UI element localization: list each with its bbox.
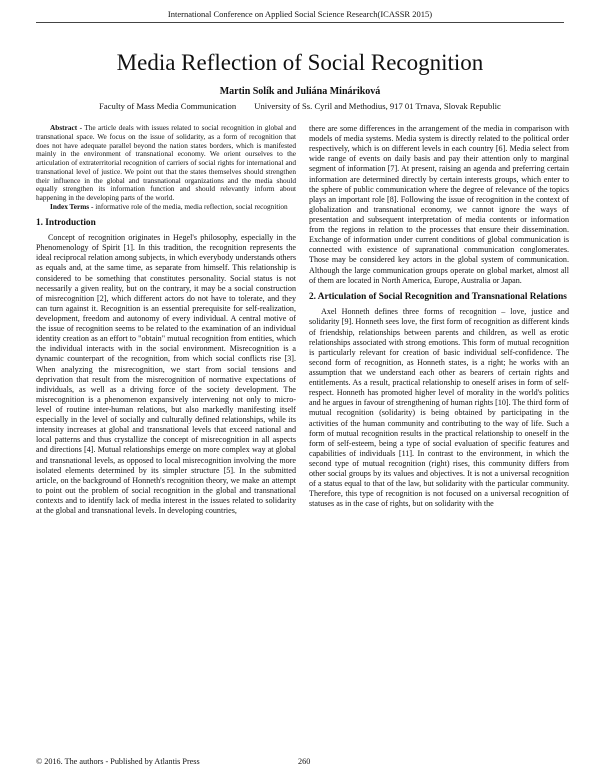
- section-1-heading: 1. Introduction: [36, 217, 96, 228]
- affiliation-university: University of Ss. Cyril and Methodius, 917 01 Trnava, Slovak Republic: [254, 101, 501, 111]
- index-terms-text: informative role of the media, media reflection, social recognition: [93, 201, 288, 211]
- header-divider: [36, 22, 564, 23]
- section-2-heading: 2. Articulation of Social Recognition and Transnational Relations: [309, 291, 567, 302]
- abstract: [36, 124, 296, 203]
- left-column: [36, 124, 296, 516]
- paper-affiliations: [0, 101, 600, 111]
- abstract-label: Abstract -: [50, 123, 82, 132]
- conference-header: International Conference on Applied Social Science Research(ICASSR 2015): [167, 9, 433, 19]
- copyright-notice: © 2016. The authors - Published by Atlantis Press: [36, 757, 200, 766]
- section-1-paragraph: Concept of recognition originates in Hegel's philosophy, especially in the Phenomenology of Spirit [1]. In this tradition, the recognition represents the ideal reciprocal relation among subjects, in which everybody understands others as equals and, at the same time, as separate from himself. This relationship is considered to be something that constitutes personality. Social status is not necessarily a given reality, but on the contrary, it may be a social construction of misrecognition [2], which different actors do not have to tolerate, and they can turn against it. Recognition is an essential prerequisite for self-realization, development, freedom and autonomy of every individual. A central motive of the issue of recognition seems to be related to the examination of an individual identity creation as an effort to "obtain" mutual recognition from entities, which the individual interacts with in the social environment. Misrecognition is a dynamic counterpart of the recognition, from which social conflicts rise [3]. When analyzing the misrecognition, we start from social tensions and deprivation that result from the misrecognition of normative expectations of individuals, as well as a driving force of the society development. The misrecognition is a phenomenon expansively intervening not only to micro-level of routine inter-human relations, but also markedly manifesting itself especially in the level of socially and culturally defined relationships, while its intensity increases at global and transnational levels that exceed national and local patterns and thus crystallize the concept of misrecognition in all aspects and directions [4]. Mutual relationships emerge on more complex way at global and transnational levels, as opposed to local misrecognition involving the more isolated elements determined by its simpler structure [5]. In the submitted article, on the background of Honneth's recognition theory, we make an attempt to point out the problem of social recognition in the global and transnational contexts and to identify lack of media interest in the issues related to solidarity at the global and transnational levels. In developing countries,: [36, 233, 296, 516]
- section-2-paragraph: Axel Honneth defines three forms of recognition – love, justice and solidarity [9]. Honneth sees love, the first form of recognition as different kinds of friendship, relationships between parents and children, as well as erotic relationships associated with strong emotions. This form of mutual recognition is particularly relevant for creation of basic individual self-confidence. The second form of recognition, as Honneth states, is a right; he works with an assumption that we understand each other as bearers of certain rights and entitlements. As a result, practical relationship to oneself arises in form of self-respect. Honneth has promoted higher level of morality in the world's politics and he argues in favour of strengthening of human rights [10]. The third form of mutual recognition (solidarity) is being obtained by participating in the activities of the human community and contributing to the way of life. Such a form of mutual recognition results in the practical relationship to oneself in the form of self-esteem, being a type of social evaluation of specific features and capabilities of individuals [11]. In contrast to the environment, in which the second type of mutual recognition (right) rises, this community differs from other social groups by its values and objectives. It is not a universal recognition of a status equal to that of the law, but solidarity with the particular community. Therefore, this type of recognition is not focused on a universal recognition of statuses as in the case of rights, but on solidarity with the: [309, 307, 569, 509]
- paper-authors: Martin Solík and Juliána Mináriková: [219, 86, 381, 97]
- affiliation-faculty: Faculty of Mass Media Communication: [99, 101, 237, 111]
- index-terms-label: Index Terms -: [50, 201, 94, 211]
- abstract-text: The article deals with issues related to social recognition in global and transnational space. We focus on the issue of solidarity, as a form of recognition that does not have adequate parallel beyond the nation states borders, which is manifested mainly in the environment of transnational economy. We orient ourselves to the articulation of extraterritorial recognition of carriers of social rights for international and transnational level of justice. We point out that the states themselves should strengthen their influence in the global and transnational organizations and the media should equally strengthen its information function and should relevantly inform about happening in the developing parts of the world.: [36, 123, 296, 202]
- index-terms: [36, 203, 296, 212]
- page-number: 260: [298, 757, 311, 766]
- section-1-paragraph-continued: there are some differences in the arrangement of the media in comparison with models of media systems. Media system is directly related to the political order respectively, which is on different levels in each country [6]. Media select from wide range of events on daily basis and pay their attention only to marginal segment of information [7]. At present, raising an agenda and preferring certain information are determined directly by certain interests groups, which enter to the sphere of public communication where the degree of relevance of the topics plays an important role [8]. Following the issue of recognition in the context of globalization and transnational economy, we cannot ignore the ways of presentation and subsequent interpretation of media contents or information from the regions in relation to the processes that ensure their dissemination. Exchange of information under current conditions of global communication is connected with existence of supranational communication conglomerates. Those may be considered key actors in the global system of communication. Although the large communication groups operate on global market, almost all of them are located in North America, Europe, Australia or Japan.: [309, 124, 569, 285]
- right-column: [309, 124, 569, 510]
- paper-title: Media Reflection of Social Recognition: [116, 50, 484, 75]
